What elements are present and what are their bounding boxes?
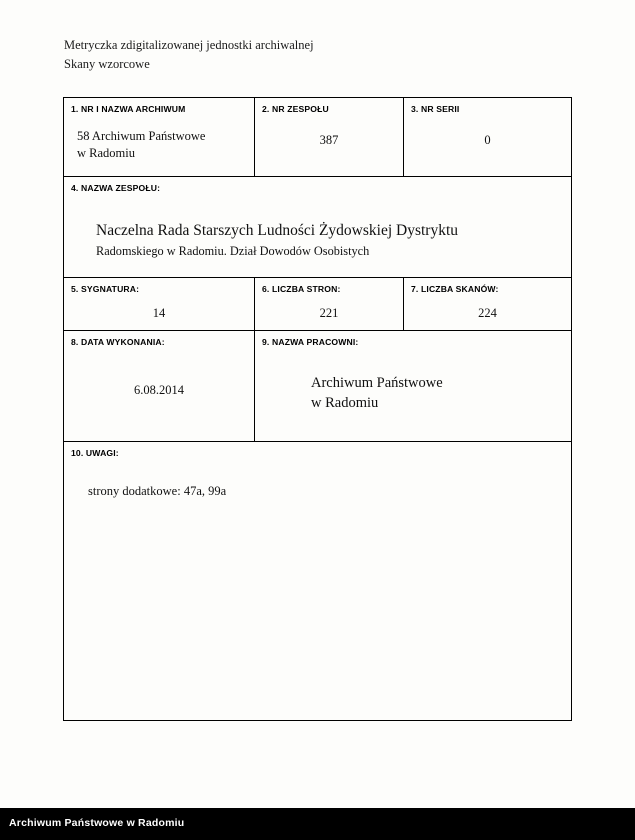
field-liczba-skanow-value: 224 bbox=[478, 306, 497, 320]
field-nazwa-pracowni-value-line1: Archiwum Państwowe bbox=[311, 375, 443, 391]
metadata-form-table bbox=[63, 97, 572, 721]
field-data-wykonania-label: 8. DATA WYKONANIA: bbox=[71, 337, 165, 347]
field-liczba-skanow bbox=[404, 278, 572, 331]
field-data-wykonania-value: 6.08.2014 bbox=[134, 383, 184, 397]
field-sygnatura bbox=[64, 278, 255, 331]
field-archiwum-label: 1. NR I NAZWA ARCHIWUM bbox=[71, 104, 186, 114]
field-nazwa-pracowni-value-line2: w Radomiu bbox=[311, 395, 379, 411]
field-nazwa-zespolu-value-line1: Naczelna Rada Starszych Ludności Żydowskiej Dystryktu bbox=[96, 222, 459, 239]
field-uwagi-value: strony dodatkowe: 47a, 99a bbox=[88, 484, 227, 498]
header-line-2: Skany wzorcowe bbox=[64, 57, 150, 71]
field-archiwum bbox=[64, 98, 255, 177]
field-nr-zespolu bbox=[255, 98, 404, 177]
field-nazwa-pracowni bbox=[255, 331, 572, 442]
field-data-wykonania bbox=[64, 331, 255, 442]
table-row bbox=[64, 442, 572, 721]
table-row bbox=[64, 331, 572, 442]
document-header bbox=[64, 36, 314, 74]
field-nazwa-pracowni-label: 9. NAZWA PRACOWNI: bbox=[262, 337, 359, 347]
field-liczba-stron-label: 6. LICZBA STRON: bbox=[262, 284, 341, 294]
field-liczba-stron-value: 221 bbox=[319, 306, 339, 320]
field-nazwa-zespolu-value-line2: Radomskiego w Radomiu. Dział Dowodów Osobistych bbox=[96, 244, 370, 258]
field-nazwa-pracowni-value bbox=[255, 347, 571, 413]
field-sygnatura-label: 5. SYGNATURA: bbox=[71, 284, 140, 294]
field-archiwum-value-line1: 58 Archiwum Państwowe bbox=[77, 129, 206, 143]
field-liczba-skanow-label: 7. LICZBA SKANÓW: bbox=[411, 284, 499, 294]
field-liczba-stron bbox=[255, 278, 404, 331]
table-row bbox=[64, 98, 572, 177]
field-uwagi bbox=[64, 442, 572, 721]
field-sygnatura-value: 14 bbox=[152, 306, 166, 320]
field-uwagi-label: 10. UWAGI: bbox=[71, 448, 119, 458]
field-nazwa-zespolu bbox=[64, 177, 572, 278]
field-nr-zespolu-label: 2. NR ZESPOŁU bbox=[262, 104, 329, 114]
field-nr-serii bbox=[404, 98, 572, 177]
field-archiwum-value bbox=[64, 114, 254, 162]
field-nr-serii-label: 3. NR SERII bbox=[411, 104, 460, 114]
field-nazwa-zespolu-label: 4. NAZWA ZESPOŁU: bbox=[71, 183, 161, 193]
footer-bar bbox=[0, 808, 635, 840]
field-archiwum-value-line2: w Radomiu bbox=[77, 146, 135, 160]
field-nr-serii-value: 0 bbox=[484, 133, 491, 147]
table-row bbox=[64, 177, 572, 278]
footer-label: Archiwum Państwowe w Radomiu bbox=[9, 817, 185, 829]
field-nr-zespolu-value: 387 bbox=[319, 133, 339, 147]
header-line-1: Metryczka zdigitalizowanej jednostki archiwalnej bbox=[64, 38, 314, 52]
table-row bbox=[64, 278, 572, 331]
